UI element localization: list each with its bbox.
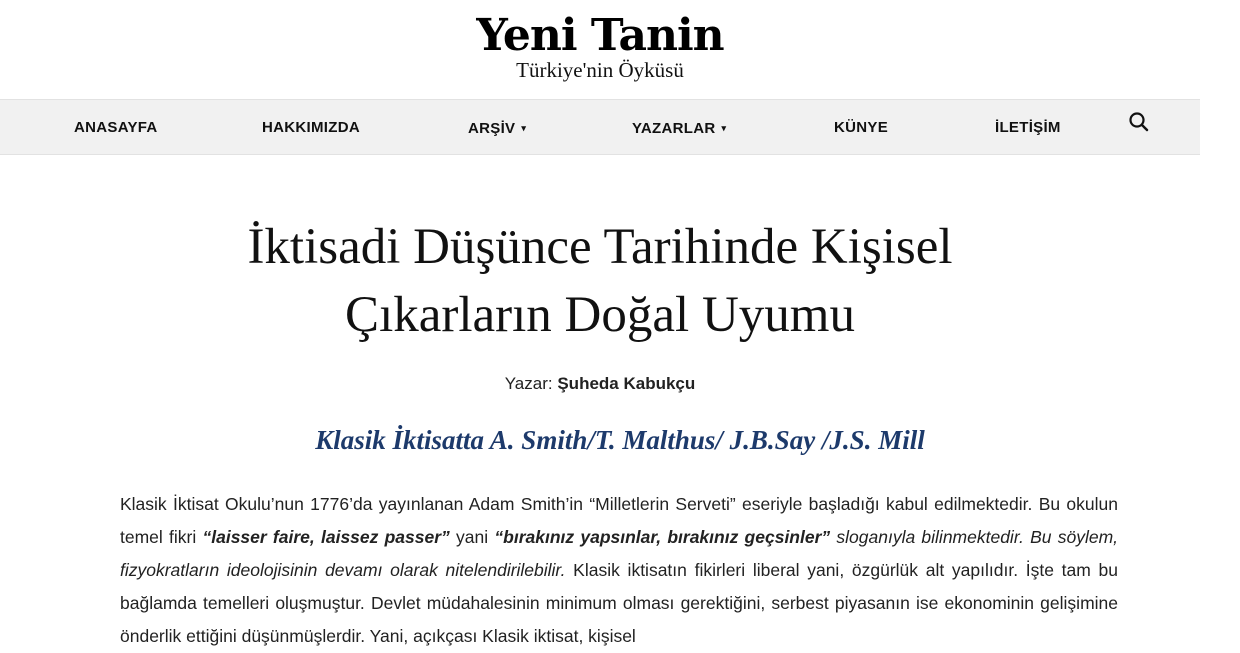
site-logo[interactable]: Yeni Tanin <box>476 10 724 61</box>
nav-item-arsiv[interactable] <box>468 100 526 156</box>
nav-item-yazarlar[interactable] <box>632 100 726 156</box>
nav-item-anasayfa[interactable] <box>74 100 158 156</box>
search-button[interactable] <box>1127 110 1151 134</box>
nav-item-label: KÜNYE <box>834 119 889 136</box>
paragraph-emphasis: “bırakınız yapsınlar, bırakınız geçsinler” <box>494 527 831 547</box>
nav-item-label: ARŞİV <box>468 120 516 137</box>
article-title-line1: İktisadi Düşünce Tarihinde Kişisel <box>247 219 953 275</box>
masthead <box>0 0 1200 99</box>
article-byline <box>0 374 1200 394</box>
main-navigation <box>0 99 1200 155</box>
author-link[interactable]: Şuheda Kabukçu <box>557 374 696 393</box>
nav-item-label: HAKKIMIZDA <box>262 119 360 136</box>
nav-item-label: YAZARLAR <box>632 120 716 137</box>
nav-item-hakkimizda[interactable] <box>262 100 360 156</box>
article-title-line2: Çıkarların Doğal Uyumu <box>345 287 855 343</box>
site-tagline: Türkiye'nin Öyküsü <box>516 58 684 82</box>
chevron-down-icon: ▾ <box>721 123 727 133</box>
article-title <box>100 213 1100 349</box>
nav-item-label: İLETİŞİM <box>995 119 1061 136</box>
search-icon <box>1127 110 1151 134</box>
paragraph-italic: sloganıyla bilinmektedir. Bu söylem, fizyokratların ideolojisinin devamı olarak nitelendirilebilir. <box>120 527 1119 580</box>
article-subheading: Klasik İktisatta A. Smith/T. Malthus/ J.B.Say /J.S. Mill <box>315 425 925 455</box>
article-paragraph <box>120 488 1118 653</box>
chevron-down-icon: ▾ <box>521 123 527 133</box>
paragraph-emphasis: “laisser faire, laissez passer” <box>202 527 450 547</box>
paragraph-text: yani <box>449 527 495 547</box>
nav-item-label: ANASAYFA <box>74 119 158 136</box>
paragraph-text: Klasik İktisat Okulu’nun 1776’da yayınlanan Adam Smith’in “Milletlerin Serveti” eseriyle başladığı kabul edilmektedir. Bu okulun temel fikri <box>120 494 1118 547</box>
nav-item-kunye[interactable] <box>834 100 888 156</box>
byline-label: Yazar: <box>504 374 553 393</box>
paragraph-text: Klasik iktisatın fikirleri liberal yani, özgürlük alt yapılıdır. İşte tam bu bağlamda temelleri oluşmuştur. Devlet müdahalesinin minimum olması gerektiğini, serbest piyasanın ise ekonominin gelişimine önderlik ettiğini düşünmüşlerdir. Yani, açıkçası Klasik iktisat, kişisel <box>120 560 1118 646</box>
nav-item-iletisim[interactable] <box>995 100 1061 156</box>
